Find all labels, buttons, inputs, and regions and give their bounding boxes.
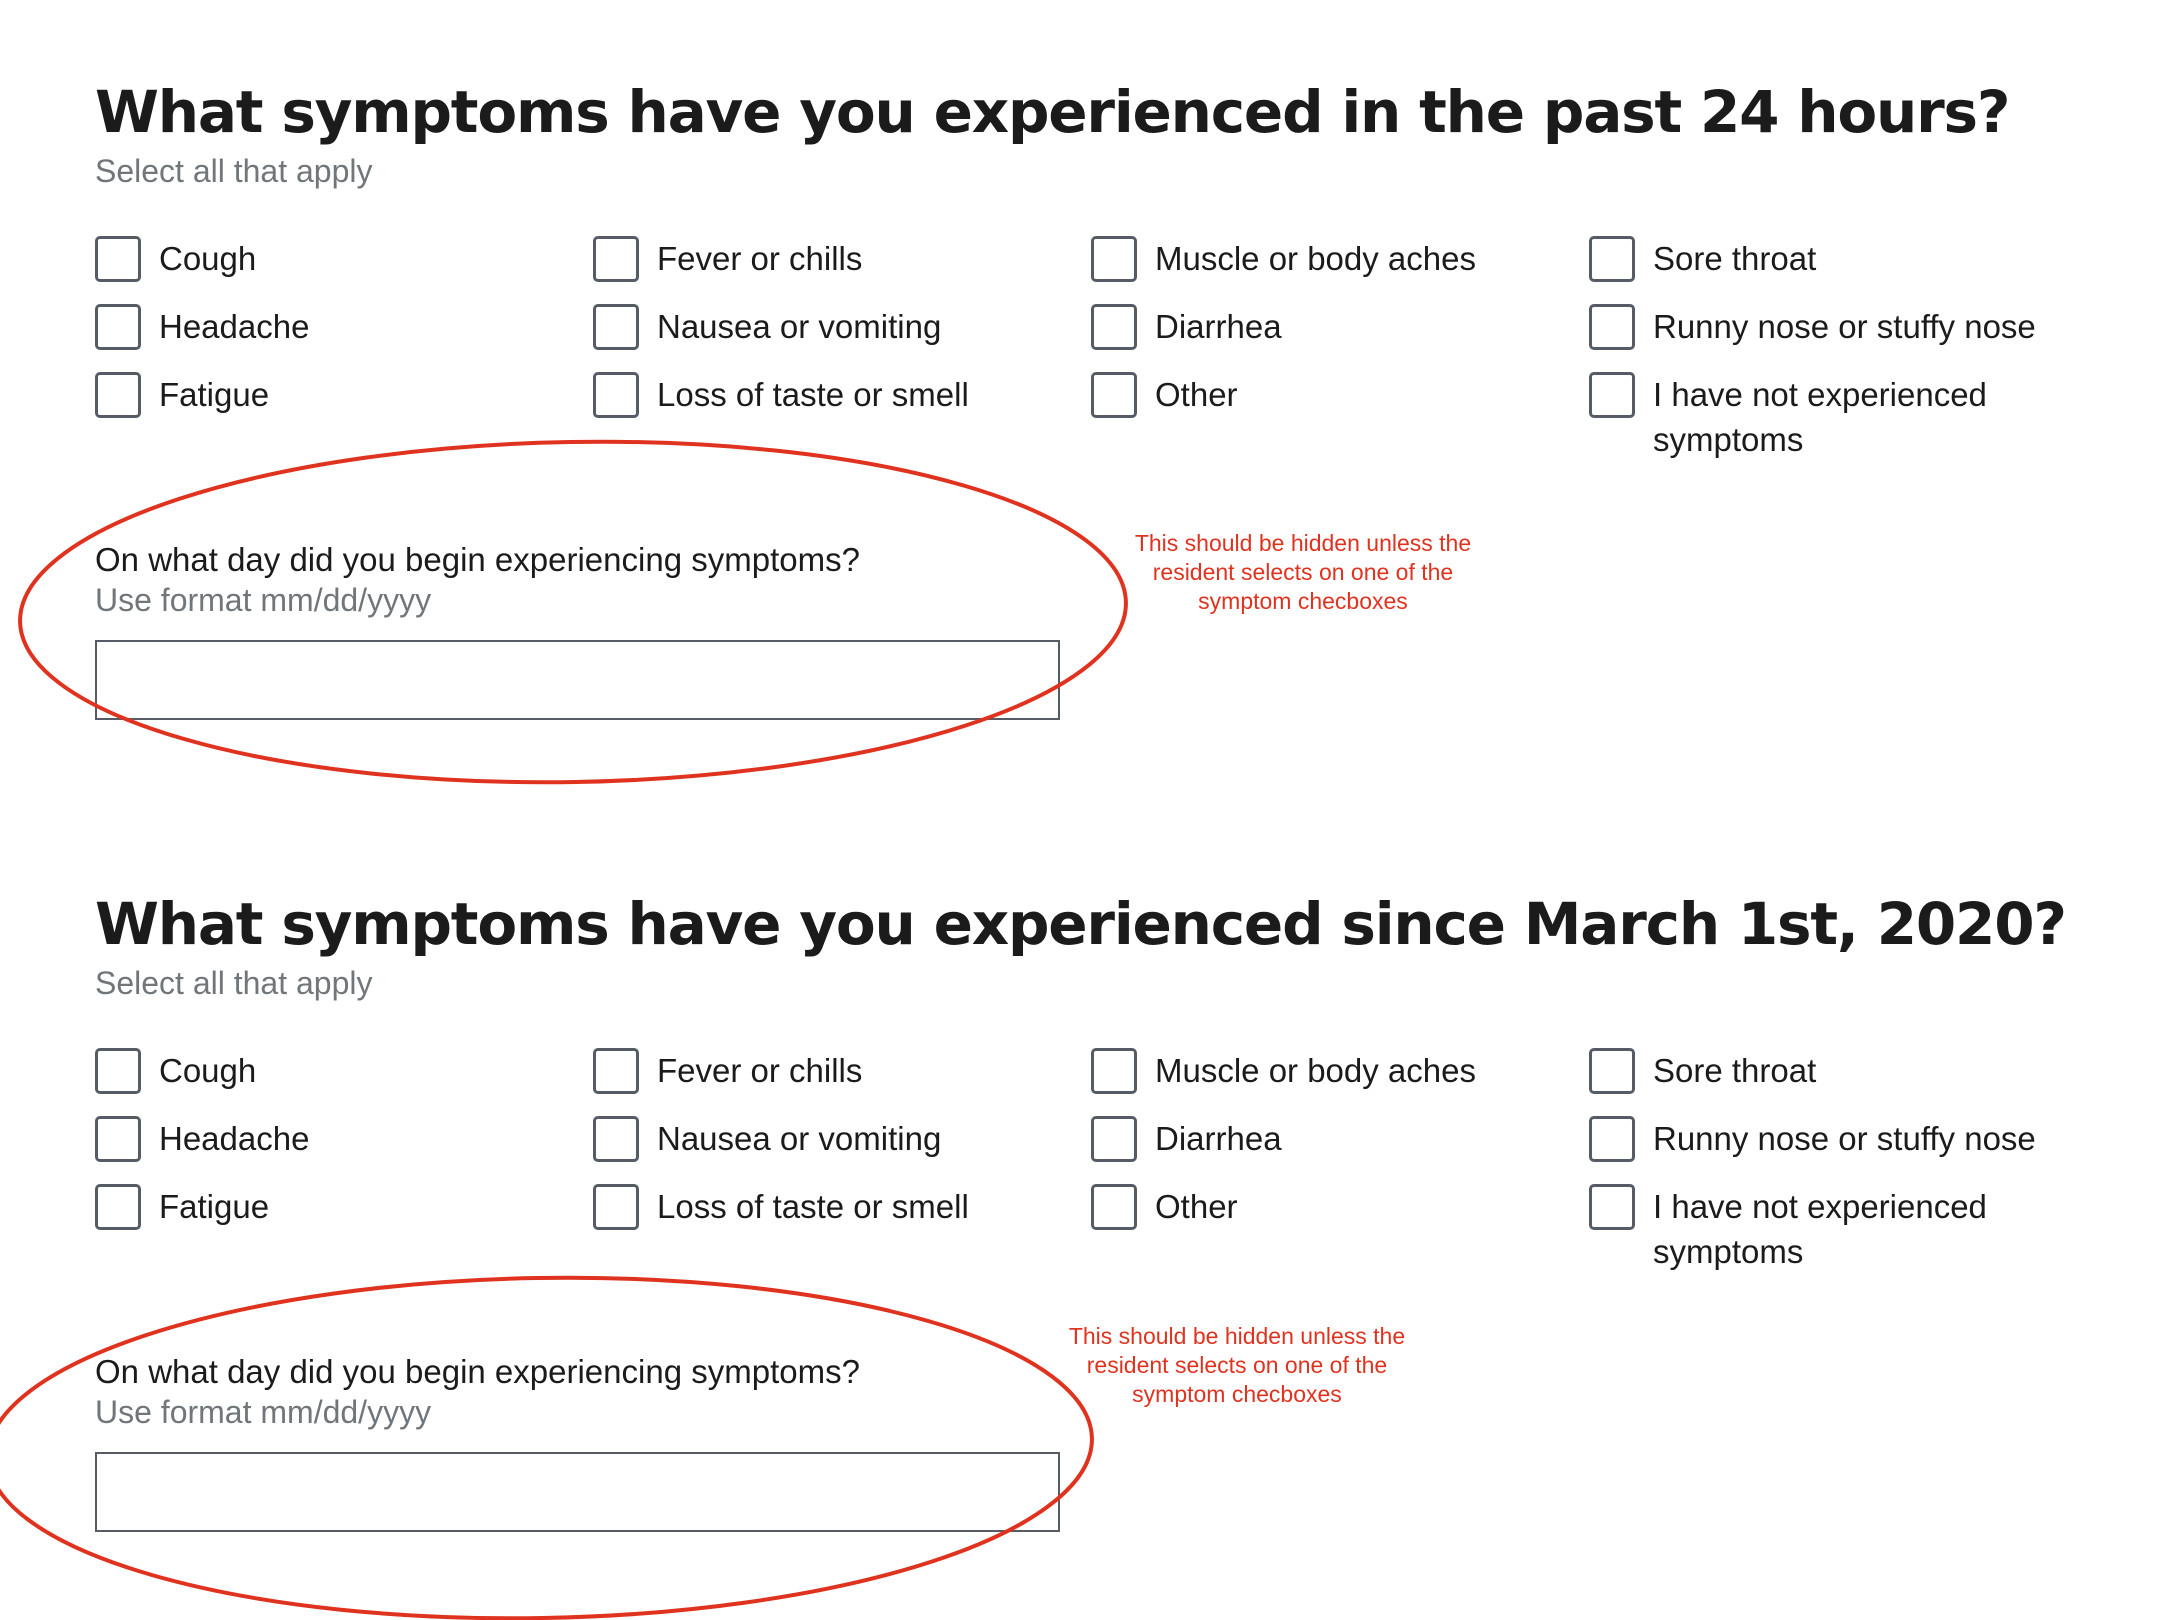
checkbox[interactable] bbox=[1091, 1184, 1137, 1230]
option-label: Muscle or body aches bbox=[1155, 240, 1476, 277]
symptom-start-date-input[interactable] bbox=[95, 640, 1060, 720]
checkbox[interactable] bbox=[1589, 1116, 1635, 1162]
symptoms-since-march-section bbox=[95, 888, 2095, 1288]
option-label: Fever or chills bbox=[657, 240, 863, 277]
checkbox[interactable] bbox=[1589, 1048, 1635, 1094]
symptom-option-headache[interactable] bbox=[95, 304, 555, 350]
option-label: Sore throat bbox=[1653, 1052, 1817, 1089]
date-question-label: On what day did you begin experiencing symptoms? bbox=[95, 1353, 860, 1390]
checkbox[interactable] bbox=[593, 1116, 639, 1162]
checkbox[interactable] bbox=[593, 372, 639, 418]
option-label: Runny nose or stuffy nose bbox=[1653, 308, 2036, 345]
symptom-start-date-input[interactable] bbox=[95, 1452, 1060, 1532]
checkbox[interactable] bbox=[95, 304, 141, 350]
symptom-option-runny-nose[interactable] bbox=[1589, 1116, 2049, 1162]
checkbox[interactable] bbox=[593, 1048, 639, 1094]
date-question-label: On what day did you begin experiencing symptoms? bbox=[95, 541, 860, 578]
symptom-checkbox-group bbox=[95, 1048, 2095, 1288]
symptom-option-headache[interactable] bbox=[95, 1116, 555, 1162]
option-label: I have not experienced symptoms bbox=[1653, 1188, 1987, 1270]
option-label: Fatigue bbox=[159, 376, 270, 413]
option-label: Nausea or vomiting bbox=[657, 308, 942, 345]
checkbox[interactable] bbox=[593, 304, 639, 350]
symptom-option-other[interactable] bbox=[1091, 372, 1551, 418]
checkbox[interactable] bbox=[1589, 236, 1635, 282]
checkbox[interactable] bbox=[95, 1184, 141, 1230]
symptom-option-muscle-aches[interactable] bbox=[1091, 236, 1551, 282]
option-label: Cough bbox=[159, 240, 257, 277]
section-heading: What symptoms have you experienced in the past 24 hours? bbox=[95, 78, 2010, 146]
symptom-option-sore-throat[interactable] bbox=[1589, 236, 2049, 282]
select-all-hint: Select all that apply bbox=[95, 965, 373, 1001]
symptom-option-diarrhea[interactable] bbox=[1091, 304, 1551, 350]
date-format-hint: Use format mm/dd/yyyy bbox=[95, 1394, 432, 1430]
checkbox[interactable] bbox=[1091, 1048, 1137, 1094]
checkbox[interactable] bbox=[95, 1048, 141, 1094]
symptom-option-cough[interactable] bbox=[95, 1048, 555, 1094]
symptom-option-nausea[interactable] bbox=[593, 1116, 1053, 1162]
option-label: Fever or chills bbox=[657, 1052, 863, 1089]
symptom-option-runny-nose[interactable] bbox=[1589, 304, 2049, 350]
checkbox[interactable] bbox=[1091, 372, 1137, 418]
annotation-note: This should be hidden unless the resident selects on one of the symptom checboxes bbox=[1134, 530, 1472, 614]
symptom-option-no-symptoms[interactable] bbox=[1589, 1184, 2049, 1274]
checkbox[interactable] bbox=[95, 1116, 141, 1162]
checkbox[interactable] bbox=[1091, 1116, 1137, 1162]
symptom-option-diarrhea[interactable] bbox=[1091, 1116, 1551, 1162]
symptom-option-loss-of-taste[interactable] bbox=[593, 372, 1053, 418]
symptom-option-sore-throat[interactable] bbox=[1589, 1048, 2049, 1094]
date-format-hint: Use format mm/dd/yyyy bbox=[95, 582, 432, 618]
checkbox[interactable] bbox=[1091, 236, 1137, 282]
checkbox[interactable] bbox=[593, 236, 639, 282]
option-label: Loss of taste or smell bbox=[657, 1188, 969, 1225]
option-label: Runny nose or stuffy nose bbox=[1653, 1120, 2036, 1157]
symptom-option-other[interactable] bbox=[1091, 1184, 1551, 1230]
option-label: Fatigue bbox=[159, 1188, 270, 1225]
option-label: Diarrhea bbox=[1155, 308, 1282, 345]
checkbox[interactable] bbox=[95, 236, 141, 282]
annotation-note: This should be hidden unless the resident selects on one of the symptom checboxes bbox=[1068, 1323, 1406, 1407]
symptom-checkbox-group bbox=[95, 236, 2095, 476]
symptom-start-date-group bbox=[95, 1352, 1075, 1532]
checkbox[interactable] bbox=[1589, 1184, 1635, 1230]
checkbox[interactable] bbox=[1589, 372, 1635, 418]
option-label: Other bbox=[1155, 1188, 1238, 1225]
symptom-option-loss-of-taste[interactable] bbox=[593, 1184, 1053, 1230]
section-heading: What symptoms have you experienced since March 1st, 2020? bbox=[95, 890, 2066, 958]
option-label: Cough bbox=[159, 1052, 257, 1089]
option-label: Diarrhea bbox=[1155, 1120, 1282, 1157]
symptom-option-no-symptoms[interactable] bbox=[1589, 372, 2049, 462]
checkbox[interactable] bbox=[593, 1184, 639, 1230]
option-label: Headache bbox=[159, 1120, 310, 1157]
symptoms-24-hours-section bbox=[95, 76, 2095, 476]
checkbox[interactable] bbox=[95, 372, 141, 418]
checkbox[interactable] bbox=[1091, 304, 1137, 350]
symptom-option-fatigue[interactable] bbox=[95, 372, 555, 418]
symptom-start-date-group bbox=[95, 540, 1075, 720]
option-label: I have not experienced symptoms bbox=[1653, 376, 1987, 458]
symptom-option-cough[interactable] bbox=[95, 236, 555, 282]
option-label: Headache bbox=[159, 308, 310, 345]
symptom-option-fever[interactable] bbox=[593, 236, 1053, 282]
select-all-hint: Select all that apply bbox=[95, 153, 373, 189]
symptom-option-fatigue[interactable] bbox=[95, 1184, 555, 1230]
symptom-option-nausea[interactable] bbox=[593, 304, 1053, 350]
checkbox[interactable] bbox=[1589, 304, 1635, 350]
symptom-option-muscle-aches[interactable] bbox=[1091, 1048, 1551, 1094]
option-label: Other bbox=[1155, 376, 1238, 413]
symptom-option-fever[interactable] bbox=[593, 1048, 1053, 1094]
option-label: Muscle or body aches bbox=[1155, 1052, 1476, 1089]
option-label: Sore throat bbox=[1653, 240, 1817, 277]
option-label: Loss of taste or smell bbox=[657, 376, 969, 413]
option-label: Nausea or vomiting bbox=[657, 1120, 942, 1157]
